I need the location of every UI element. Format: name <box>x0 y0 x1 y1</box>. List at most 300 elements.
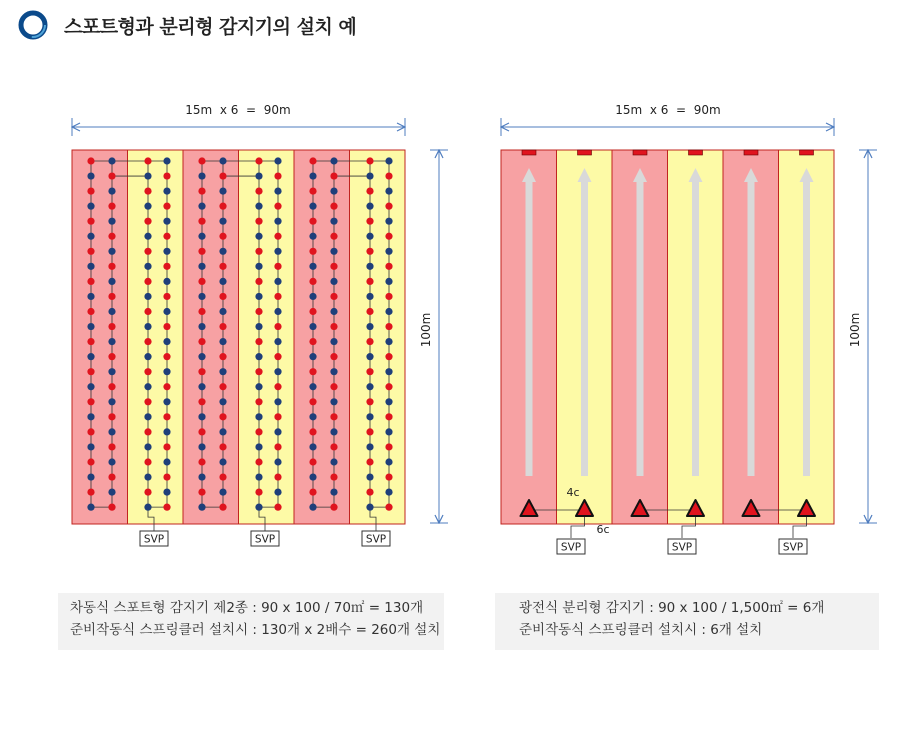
spot-detector <box>163 293 170 300</box>
spot-detector <box>274 504 281 511</box>
spot-detector <box>219 233 226 240</box>
spot-detector <box>330 218 337 225</box>
spot-detector <box>255 383 262 390</box>
spot-detector <box>198 278 205 285</box>
spot-detector <box>255 263 262 270</box>
spot-detector <box>385 218 392 225</box>
spot-detector <box>385 263 392 270</box>
spot-detector <box>87 203 94 210</box>
spot-detector <box>385 233 392 240</box>
spot-detector <box>385 338 392 345</box>
spot-detector <box>309 188 316 195</box>
spot-detector <box>87 157 94 164</box>
spot-detector <box>198 473 205 480</box>
spot-detector <box>219 157 226 164</box>
spot-detector <box>255 278 262 285</box>
left-svp-label-3: SVP <box>365 533 387 546</box>
beam-receiver-1 <box>522 150 536 155</box>
spot-detector <box>385 368 392 375</box>
spot-detector <box>309 233 316 240</box>
left-height-label: 100m <box>419 312 433 348</box>
spot-detector <box>219 203 226 210</box>
spot-detector <box>255 233 262 240</box>
spot-detector <box>366 263 373 270</box>
spot-detector <box>108 353 115 360</box>
spot-detector <box>330 172 337 179</box>
spot-detector <box>274 458 281 465</box>
spot-detector <box>274 188 281 195</box>
spot-detector <box>144 473 151 480</box>
beam-receiver-2 <box>578 150 592 155</box>
beam-detector-layout <box>501 103 877 554</box>
spot-detector <box>330 443 337 450</box>
spot-detector <box>144 368 151 375</box>
spot-detector <box>255 203 262 210</box>
spot-detector <box>87 218 94 225</box>
spot-detector <box>219 428 226 435</box>
spot-detector <box>219 338 226 345</box>
spot-detector <box>144 218 151 225</box>
left-width-label: 15m x 6 = 90m <box>185 103 291 117</box>
spot-detector <box>108 293 115 300</box>
spot-detector <box>144 172 151 179</box>
beam-path-1 <box>526 180 533 476</box>
spot-detector <box>309 203 316 210</box>
dim-6c-label: 6c <box>596 523 610 536</box>
spot-detector <box>330 398 337 405</box>
right-caption-box <box>495 593 879 650</box>
beam-receiver-6 <box>800 150 814 155</box>
spot-detector <box>309 338 316 345</box>
spot-detector <box>255 473 262 480</box>
spot-detector <box>163 413 170 420</box>
spot-detector <box>385 473 392 480</box>
spot-detector <box>219 263 226 270</box>
spot-detector <box>366 188 373 195</box>
spot-detector <box>87 383 94 390</box>
beam-path-6 <box>803 180 810 476</box>
spot-detector <box>163 308 170 315</box>
spot-detector <box>255 172 262 179</box>
spot-detector <box>108 413 115 420</box>
spot-detector <box>144 443 151 450</box>
spot-detector <box>144 458 151 465</box>
spot-detector <box>219 218 226 225</box>
spot-detector <box>330 458 337 465</box>
spot-detector <box>309 293 316 300</box>
spot-detector <box>87 338 94 345</box>
spot-detector <box>87 278 94 285</box>
spot-detector <box>274 323 281 330</box>
spot-detector <box>309 263 316 270</box>
spot-detector <box>366 233 373 240</box>
spot-detector <box>274 383 281 390</box>
spot-detector <box>274 353 281 360</box>
spot-detector <box>274 308 281 315</box>
spot-detector <box>144 293 151 300</box>
spot-detector <box>330 428 337 435</box>
spot-detector <box>198 172 205 179</box>
right-width-label: 15m x 6 = 90m <box>615 103 721 117</box>
spot-detector <box>309 413 316 420</box>
left-svp-label-1: SVP <box>143 533 165 546</box>
beam-receiver-5 <box>744 150 758 155</box>
spot-detector <box>163 428 170 435</box>
spot-detector <box>198 368 205 375</box>
spot-detector <box>309 172 316 179</box>
spot-detector <box>330 353 337 360</box>
spot-detector <box>198 398 205 405</box>
spot-detector <box>366 157 373 164</box>
spot-detector <box>385 323 392 330</box>
spot-detector <box>108 308 115 315</box>
spot-detector <box>198 323 205 330</box>
right-height-label: 100m <box>848 312 862 348</box>
spot-detector <box>330 188 337 195</box>
spot-detector <box>366 368 373 375</box>
spot-detector <box>87 398 94 405</box>
spot-detector <box>385 443 392 450</box>
spot-detector <box>309 278 316 285</box>
spot-detector <box>385 413 392 420</box>
spot-detector <box>330 473 337 480</box>
spot-detector <box>274 157 281 164</box>
left-zone-2 <box>128 150 184 524</box>
spot-detector <box>108 443 115 450</box>
spot-detector <box>163 489 170 496</box>
spot-detector <box>108 157 115 164</box>
spot-detector <box>274 338 281 345</box>
spot-detector <box>330 278 337 285</box>
spot-detector <box>219 323 226 330</box>
spot-detector <box>366 458 373 465</box>
spot-detector <box>144 398 151 405</box>
spot-detector <box>309 473 316 480</box>
spot-detector <box>198 458 205 465</box>
spot-detector <box>366 338 373 345</box>
spot-detector <box>87 172 94 179</box>
spot-detector <box>198 353 205 360</box>
spot-detector <box>144 203 151 210</box>
spot-detector <box>309 248 316 255</box>
spot-detector <box>330 368 337 375</box>
spot-detector <box>274 473 281 480</box>
spot-detector <box>219 504 226 511</box>
spot-detector <box>144 248 151 255</box>
spot-detector <box>366 473 373 480</box>
left-svp-label-2: SVP <box>254 533 276 546</box>
spot-detector <box>255 338 262 345</box>
spot-detector <box>219 413 226 420</box>
spot-detector <box>87 353 94 360</box>
spot-detector-layout <box>72 103 448 546</box>
spot-detector <box>274 293 281 300</box>
spot-detector <box>309 368 316 375</box>
spot-detector <box>163 383 170 390</box>
spot-detector <box>330 413 337 420</box>
left-zone-1 <box>72 150 128 524</box>
spot-detector <box>366 203 373 210</box>
spot-detector <box>385 278 392 285</box>
spot-detector <box>198 157 205 164</box>
spot-detector <box>366 278 373 285</box>
spot-detector <box>274 489 281 496</box>
spot-detector <box>309 504 316 511</box>
spot-detector <box>87 308 94 315</box>
spot-detector <box>385 203 392 210</box>
spot-detector <box>385 383 392 390</box>
spot-detector <box>255 248 262 255</box>
spot-detector <box>108 203 115 210</box>
spot-detector <box>330 293 337 300</box>
spot-detector <box>219 368 226 375</box>
spot-detector <box>366 248 373 255</box>
spot-detector <box>330 203 337 210</box>
spot-detector <box>87 188 94 195</box>
spot-detector <box>385 458 392 465</box>
spot-detector <box>255 188 262 195</box>
spot-detector <box>255 218 262 225</box>
spot-detector <box>144 489 151 496</box>
spot-detector <box>144 413 151 420</box>
spot-detector <box>366 323 373 330</box>
spot-detector <box>255 413 262 420</box>
right-svp-label-2: SVP <box>671 541 693 554</box>
spot-detector <box>309 353 316 360</box>
spot-detector <box>198 263 205 270</box>
spot-detector <box>87 473 94 480</box>
spot-detector <box>163 233 170 240</box>
spot-detector <box>163 172 170 179</box>
spot-detector <box>163 248 170 255</box>
spot-detector <box>108 504 115 511</box>
spot-detector <box>163 353 170 360</box>
spot-detector <box>144 338 151 345</box>
spot-detector <box>163 218 170 225</box>
spot-detector <box>163 473 170 480</box>
spot-detector <box>309 398 316 405</box>
spot-detector <box>163 458 170 465</box>
spot-detector <box>255 157 262 164</box>
spot-detector <box>385 308 392 315</box>
spot-detector <box>330 323 337 330</box>
spot-detector <box>163 443 170 450</box>
spot-detector <box>87 489 94 496</box>
spot-detector <box>87 248 94 255</box>
spot-detector <box>385 293 392 300</box>
spot-detector <box>366 413 373 420</box>
spot-detector <box>198 338 205 345</box>
spot-detector <box>309 428 316 435</box>
spot-detector <box>274 233 281 240</box>
spot-detector <box>219 278 226 285</box>
beam-receiver-3 <box>633 150 647 155</box>
spot-detector <box>87 368 94 375</box>
spot-detector <box>385 398 392 405</box>
right-caption-line-1: 광전식 분리형 감지기 : 90 x 100 / 1,500㎡ = 6개 <box>519 600 825 616</box>
spot-detector <box>366 383 373 390</box>
spot-detector <box>144 188 151 195</box>
spot-detector <box>219 293 226 300</box>
spot-detector <box>198 383 205 390</box>
spot-detector <box>366 489 373 496</box>
spot-detector <box>366 172 373 179</box>
right-caption-line-2: 준비작동식 스프링클러 설치시 : 6개 설치 <box>519 622 763 638</box>
right-svp-label-1: SVP <box>560 541 582 554</box>
right-zones <box>501 150 834 524</box>
spot-detector <box>366 218 373 225</box>
spot-detector <box>87 428 94 435</box>
dim-4c-label: 4c <box>566 486 580 499</box>
spot-detector <box>108 473 115 480</box>
left-zone-5 <box>294 150 350 524</box>
left-caption-box <box>58 593 444 650</box>
spot-detector <box>163 338 170 345</box>
spot-detector <box>330 248 337 255</box>
left-caption-line-1: 차동식 스포트형 감지기 제2종 : 90 x 100 / 70㎡ = 130개 <box>70 600 424 616</box>
spot-detector <box>255 458 262 465</box>
spot-detector <box>385 172 392 179</box>
spot-detector <box>219 473 226 480</box>
spot-detector <box>255 368 262 375</box>
beam-path-3 <box>637 180 644 476</box>
left-zone-6 <box>350 150 406 524</box>
spot-detector <box>219 308 226 315</box>
spot-detector <box>144 383 151 390</box>
spot-detector <box>144 353 151 360</box>
right-svp-label-3: SVP <box>782 541 804 554</box>
spot-detector <box>255 323 262 330</box>
page-title: 스포트형과 분리형 감지기의 설치 예 <box>64 15 357 38</box>
spot-detector <box>385 504 392 511</box>
spot-detector <box>366 308 373 315</box>
spot-detector <box>163 188 170 195</box>
spot-detector <box>198 188 205 195</box>
spot-detector <box>255 489 262 496</box>
spot-detector <box>198 504 205 511</box>
spot-detector <box>274 278 281 285</box>
spot-detector <box>144 278 151 285</box>
spot-detector <box>330 338 337 345</box>
spot-detector <box>309 157 316 164</box>
spot-detector <box>274 172 281 179</box>
spot-detector <box>366 428 373 435</box>
spot-detector <box>274 428 281 435</box>
beam-path-2 <box>581 180 588 476</box>
spot-detector <box>274 218 281 225</box>
spot-detector <box>309 489 316 496</box>
spot-detector <box>330 489 337 496</box>
spot-detector <box>219 188 226 195</box>
spot-detector <box>385 428 392 435</box>
spot-detector <box>219 383 226 390</box>
spot-detector <box>163 398 170 405</box>
spot-detector <box>87 504 94 511</box>
spot-detector <box>255 428 262 435</box>
spot-detector <box>219 353 226 360</box>
spot-detector <box>163 504 170 511</box>
spot-detector <box>274 203 281 210</box>
spot-detector <box>144 504 151 511</box>
spot-detector <box>255 443 262 450</box>
spot-detector <box>108 248 115 255</box>
spot-detector <box>309 458 316 465</box>
spot-detector <box>87 443 94 450</box>
spot-detector <box>108 218 115 225</box>
spot-detector <box>87 233 94 240</box>
spot-detector <box>330 308 337 315</box>
spot-detector <box>144 233 151 240</box>
spot-detector <box>108 428 115 435</box>
spot-detector <box>330 157 337 164</box>
spot-detector <box>219 172 226 179</box>
left-caption-line-2: 준비작동식 스프링클러 설치시 : 130개 x 2배수 = 260개 설치 <box>70 622 441 638</box>
left-zones <box>72 150 405 524</box>
spot-detector <box>366 293 373 300</box>
spot-detector <box>163 203 170 210</box>
spot-detector <box>163 278 170 285</box>
spot-detector <box>219 489 226 496</box>
spot-detector <box>163 368 170 375</box>
spot-detector <box>309 308 316 315</box>
spot-detector <box>330 263 337 270</box>
spot-detector <box>198 443 205 450</box>
spot-detector <box>108 263 115 270</box>
spot-detector <box>366 353 373 360</box>
spot-detector <box>198 428 205 435</box>
spot-detector <box>108 323 115 330</box>
beam-receiver-4 <box>689 150 703 155</box>
spot-detector <box>255 504 262 511</box>
spot-detector <box>385 157 392 164</box>
spot-detector <box>163 263 170 270</box>
spot-detector <box>108 338 115 345</box>
spot-detector <box>255 353 262 360</box>
spot-detector <box>274 413 281 420</box>
spot-detector <box>219 248 226 255</box>
spot-detector <box>108 398 115 405</box>
beam-path-4 <box>692 180 699 476</box>
spot-detector <box>274 443 281 450</box>
spot-detector <box>366 398 373 405</box>
left-zone-3 <box>183 150 239 524</box>
spot-detector <box>87 413 94 420</box>
spot-detector <box>163 323 170 330</box>
spot-detector <box>108 458 115 465</box>
beam-path-5 <box>748 180 755 476</box>
spot-detector <box>198 203 205 210</box>
spot-detector <box>219 398 226 405</box>
spot-detector <box>274 248 281 255</box>
right-svp-group <box>557 539 807 554</box>
spot-detector <box>309 383 316 390</box>
spot-detector <box>163 157 170 164</box>
spot-detector <box>87 323 94 330</box>
spot-detector <box>198 218 205 225</box>
spot-detector <box>198 293 205 300</box>
spot-detector <box>255 308 262 315</box>
spot-detector <box>274 398 281 405</box>
spot-detector <box>144 428 151 435</box>
spot-detector <box>108 233 115 240</box>
left-zone-4 <box>239 150 295 524</box>
spot-detector <box>108 383 115 390</box>
spot-detector <box>385 353 392 360</box>
spot-detector <box>385 248 392 255</box>
spot-detector <box>366 504 373 511</box>
spot-detector <box>366 443 373 450</box>
spot-detector <box>274 368 281 375</box>
